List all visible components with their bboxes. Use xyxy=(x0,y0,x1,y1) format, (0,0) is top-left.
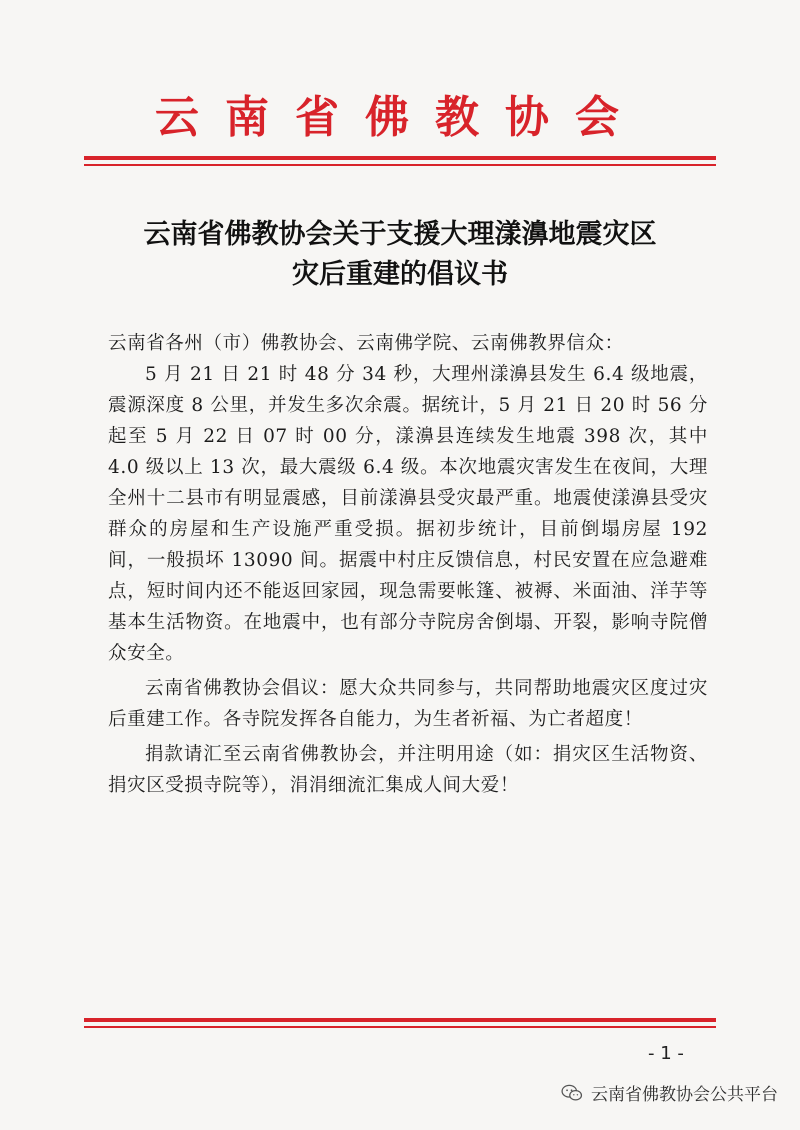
source-watermark xyxy=(561,1080,778,1105)
letterhead-rule-bottom xyxy=(84,164,716,166)
org-letterhead: 云南省佛教协会 xyxy=(155,92,645,143)
page-number: - 1 - xyxy=(648,1043,684,1064)
document-body xyxy=(108,328,708,801)
paragraph-appeal: 云南省佛教协会倡议：愿大众共同参与，共同帮助地震灾区度过灾后重建工作。各寺院发挥各自能力，为生者祈福、为亡者超度！ xyxy=(108,678,708,730)
letterhead-rule-top xyxy=(84,156,716,160)
footer-rule-bottom xyxy=(84,1026,716,1028)
paragraph-earthquake-report: 5 月 21 日 21 时 48 分 34 秒，大理州漾濞县发生 6.4 级地震，震源深度 8 公里，并发生多次余震。据统计，5 月 21 日 20 时 56 分起至 5 月 22 日 07 时 00 分，漾濞县连续发生地震 398 次，其中 4.0 级以上 13 次，最大震级 6.4 级。本次地震灾害发生在夜间，大理全州十二县市有明显震感，目前漾濞县受灾最严重。地震使漾濞县受灾群众的房屋和生产设施严重受损。据初步统计，目前倒塌房屋 192 间，一般损坏 13090 间。据震中村庄反馈信息，村民安置在应急避难点，短时间内还不能返回家园，现急需要帐篷、被褥、米面油、洋芋等基本生活物资。在地震中，也有部分寺院房舍倒塌、开裂，影响寺院僧众安全。 xyxy=(108,364,708,664)
footer-rule-top xyxy=(84,1018,716,1022)
wechat-icon xyxy=(561,1084,583,1102)
document-title-line-1: 云南省佛教协会关于支援大理漾濞地震灾区 xyxy=(143,219,657,250)
watermark-text: 云南省佛教协会公共平台 xyxy=(591,1085,778,1105)
document-title-line-2: 灾后重建的倡议书 xyxy=(292,259,508,290)
salutation: 云南省各州（市）佛教协会、云南佛学院、云南佛教界信众： xyxy=(108,333,624,354)
paragraph-donation: 捐款请汇至云南省佛教协会，并注明用途（如：捐灾区生活物资、捐灾区受损寺院等），涓涓细流汇集成人间大爱！ xyxy=(108,744,708,796)
